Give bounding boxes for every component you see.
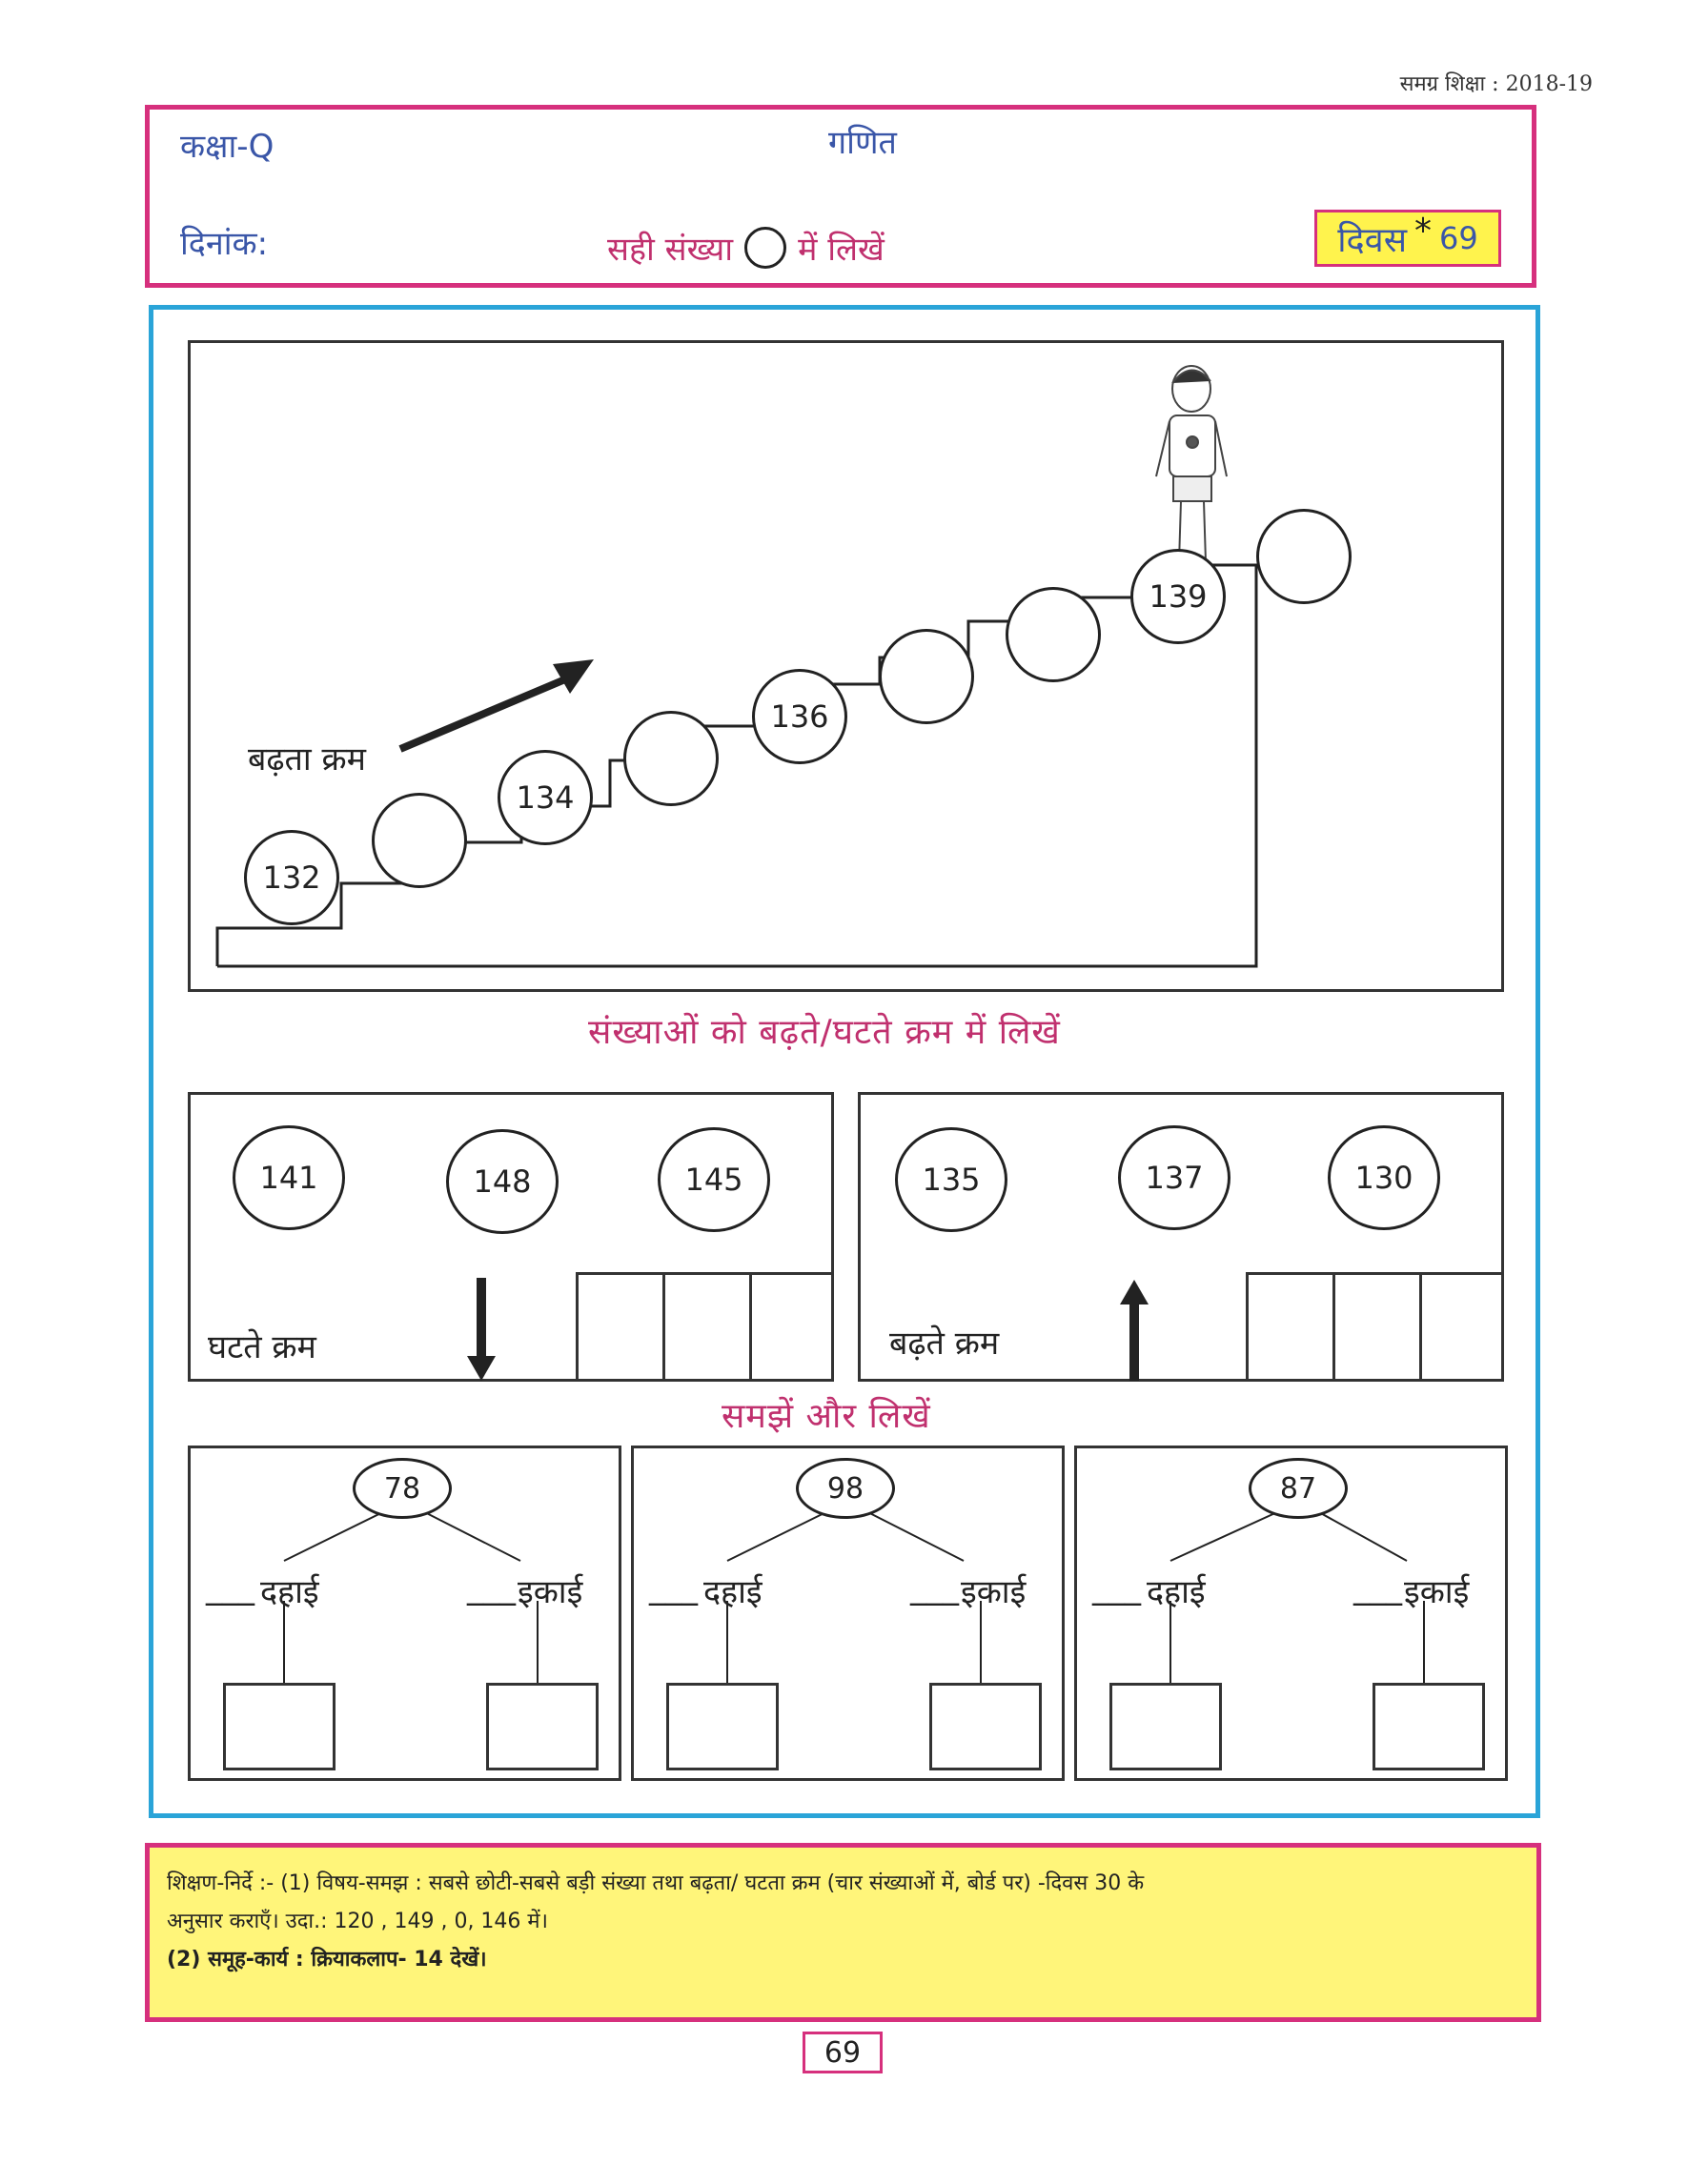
tens-label: दहाई (1147, 1573, 1206, 1611)
number-circle: 145 (658, 1127, 770, 1232)
ordering-heading: संख्याओं को बढ़ते/घटते क्रम में लिखें (588, 1013, 1061, 1052)
tens-blank[interactable]: ___ (649, 1568, 698, 1607)
place-value-heading: समझें और लिखें (722, 1397, 931, 1436)
answer-box[interactable] (1419, 1272, 1504, 1382)
teacher-note (145, 1843, 1541, 2022)
instruction-before: सही संख्या (607, 231, 734, 269)
ones-blank[interactable]: ___ (467, 1568, 516, 1607)
day-label: दिवस (1337, 220, 1408, 260)
ones-blank[interactable]: ___ (910, 1568, 959, 1607)
place-value-panel (1074, 1446, 1508, 1781)
subject-title: गणित (828, 124, 897, 162)
date-label: दिनांक: (180, 225, 269, 263)
tens-row (649, 1568, 763, 1612)
teacher-note-line: (2) समूह-कार्य : क्रियाकलाप- 14 देखें। (167, 1948, 487, 1972)
answer-box[interactable] (1332, 1272, 1422, 1382)
number-oval: 78 (353, 1458, 452, 1519)
ones-blank[interactable]: ___ (1353, 1568, 1402, 1607)
number-oval: 98 (796, 1458, 895, 1519)
place-value-panel (188, 1446, 621, 1781)
arrow-down-icon (465, 1278, 498, 1385)
stair-circle[interactable] (623, 711, 719, 806)
tens-blank[interactable]: ___ (1092, 1568, 1141, 1607)
tens-row (1092, 1568, 1206, 1612)
boy-figure (1156, 366, 1227, 562)
number-circle: 141 (233, 1125, 345, 1230)
tens-answer-box[interactable] (1109, 1683, 1222, 1770)
circle-icon (744, 227, 786, 269)
staircase-drawing (191, 343, 1501, 989)
tens-label: दहाई (260, 1573, 319, 1611)
arrow-line (400, 677, 572, 749)
stair-circle[interactable] (372, 793, 467, 888)
staircase-steps (217, 565, 1256, 966)
descending-panel (188, 1092, 834, 1382)
instruction-after: में लिखें (798, 231, 885, 269)
day-badge (1314, 210, 1501, 267)
ones-row (1353, 1568, 1469, 1612)
number-circle: 135 (895, 1127, 1007, 1232)
ones-answer-box[interactable] (1373, 1683, 1485, 1770)
teacher-note-line: शिक्षण-निर्दे :- (1) विषय-समझ : सबसे छोटी-सबसे बड़ी संख्या तथा बढ़ता/ घटता क्रम (चार संख्याओं में, बोर्ड पर) -दिवस 30 के (167, 1871, 1145, 1895)
stair-circle[interactable] (879, 629, 974, 724)
ascending-label: बढ़ते क्रम (889, 1325, 1000, 1363)
stair-circle[interactable]: 136 (752, 669, 847, 764)
place-value-panel (631, 1446, 1065, 1781)
ones-answer-box[interactable] (486, 1683, 599, 1770)
stair-circle[interactable]: 139 (1130, 549, 1226, 644)
tens-label: दहाई (703, 1573, 763, 1611)
answer-box[interactable] (749, 1272, 834, 1382)
answer-box[interactable] (662, 1272, 752, 1382)
teacher-note-line: अनुसार कराएँ। उदा.: 120 , 149 , 0, 146 में। (167, 1910, 548, 1933)
day-number: 69 (1439, 220, 1478, 256)
arrow-up-icon (553, 659, 594, 694)
ones-label: इकाई (961, 1573, 1027, 1611)
stair-circle[interactable] (1256, 509, 1352, 604)
ones-row (467, 1568, 582, 1612)
stair-circle[interactable] (1006, 587, 1101, 682)
instruction-title (607, 226, 885, 270)
stair-circle[interactable]: 132 (244, 830, 339, 925)
increasing-order-label: बढ़ता क्रम (248, 740, 366, 779)
number-oval: 87 (1249, 1458, 1348, 1519)
tens-answer-box[interactable] (223, 1683, 336, 1770)
ones-answer-box[interactable] (929, 1683, 1042, 1770)
ones-row (910, 1568, 1026, 1612)
tens-answer-box[interactable] (666, 1683, 779, 1770)
number-circle: 137 (1118, 1125, 1230, 1230)
tens-row (206, 1568, 319, 1612)
answer-box[interactable] (576, 1272, 665, 1382)
ones-label: इकाई (518, 1573, 583, 1611)
answer-box[interactable] (1246, 1272, 1335, 1382)
series-label: समग्र शिक्षा : 2018-19 (1399, 72, 1593, 96)
tens-blank[interactable]: ___ (206, 1568, 254, 1607)
staircase-panel (188, 340, 1504, 992)
number-circle: 130 (1328, 1125, 1440, 1230)
number-circle: 148 (446, 1129, 559, 1234)
arrow-up-icon (1118, 1278, 1150, 1385)
ones-label: इकाई (1404, 1573, 1470, 1611)
page-number: 69 (803, 2032, 883, 2073)
ascending-panel (858, 1092, 1504, 1382)
header-box (145, 105, 1536, 288)
stair-circle[interactable]: 134 (498, 750, 593, 845)
day-star: * (1414, 211, 1433, 251)
descending-label: घटते क्रम (208, 1328, 316, 1366)
class-label: कक्षा-Q (180, 128, 275, 166)
